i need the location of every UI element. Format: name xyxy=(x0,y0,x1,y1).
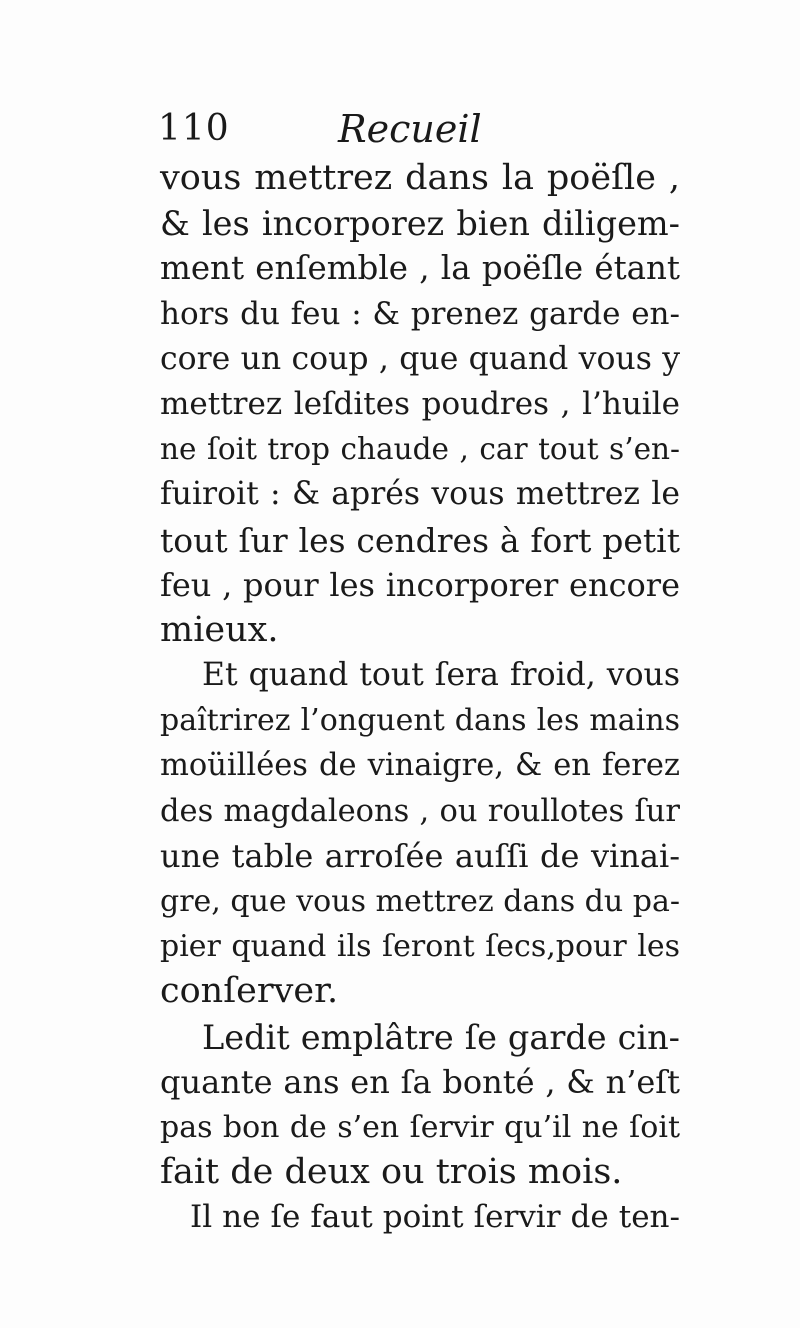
text-line: des magdaleons , ou roullotes ſur xyxy=(160,793,680,829)
text-line: ment enſemble , la poëſle étant xyxy=(160,249,680,288)
text-line: feu , pour les incorporer encore xyxy=(160,565,680,604)
body-text xyxy=(160,156,680,1241)
text-line: moüillées de vinaigre, & en ferez xyxy=(160,748,680,784)
text-line: conſerver. xyxy=(160,971,339,1012)
text-line: mettrez leſdites poudres , l’huile xyxy=(160,385,680,422)
page-number: 110 xyxy=(158,108,230,149)
text-line: pier quand ils ſeront ſecs,pour les xyxy=(160,929,680,965)
text-line: core un coup , que quand vous y xyxy=(160,340,680,377)
text-line: vous mettrez dans la poëſle , xyxy=(160,158,680,198)
text-line: tout ſur les cendres à fort petit xyxy=(160,520,680,560)
paragraph-start-line: Et quand tout ſera froid, vous xyxy=(202,657,680,694)
text-line: pas bon de s’en ſervir qu’il ne ſoit xyxy=(160,1109,680,1145)
page-header xyxy=(158,104,678,154)
text-line: & les incorporez bien diligem- xyxy=(160,204,680,244)
running-head: Recueil xyxy=(338,107,482,151)
text-line: paîtrirez l’onguent dans les mains xyxy=(160,703,680,739)
text-line: quante ans en ſa bonté , & n’eſt xyxy=(160,1062,680,1101)
text-line: fait de deux ou trois mois. xyxy=(160,1152,623,1193)
paragraph-start-line: Ledit emplâtre ſe garde cin- xyxy=(202,1017,680,1057)
text-line: ne ſoit trop chaude , car tout s’en- xyxy=(160,432,680,467)
text-line: fuiroit : & aprés vous mettrez le xyxy=(160,476,680,513)
text-line: gre, que vous mettrez dans du pa- xyxy=(160,884,680,919)
text-line: hors du feu : & prenez garde en- xyxy=(160,295,680,332)
paragraph-start-line: Il ne ſe faut point ſervir de ten- xyxy=(190,1199,680,1236)
text-line: mieux. xyxy=(160,609,279,650)
text-line: une table arroſée auſſi de vinai- xyxy=(160,836,680,875)
